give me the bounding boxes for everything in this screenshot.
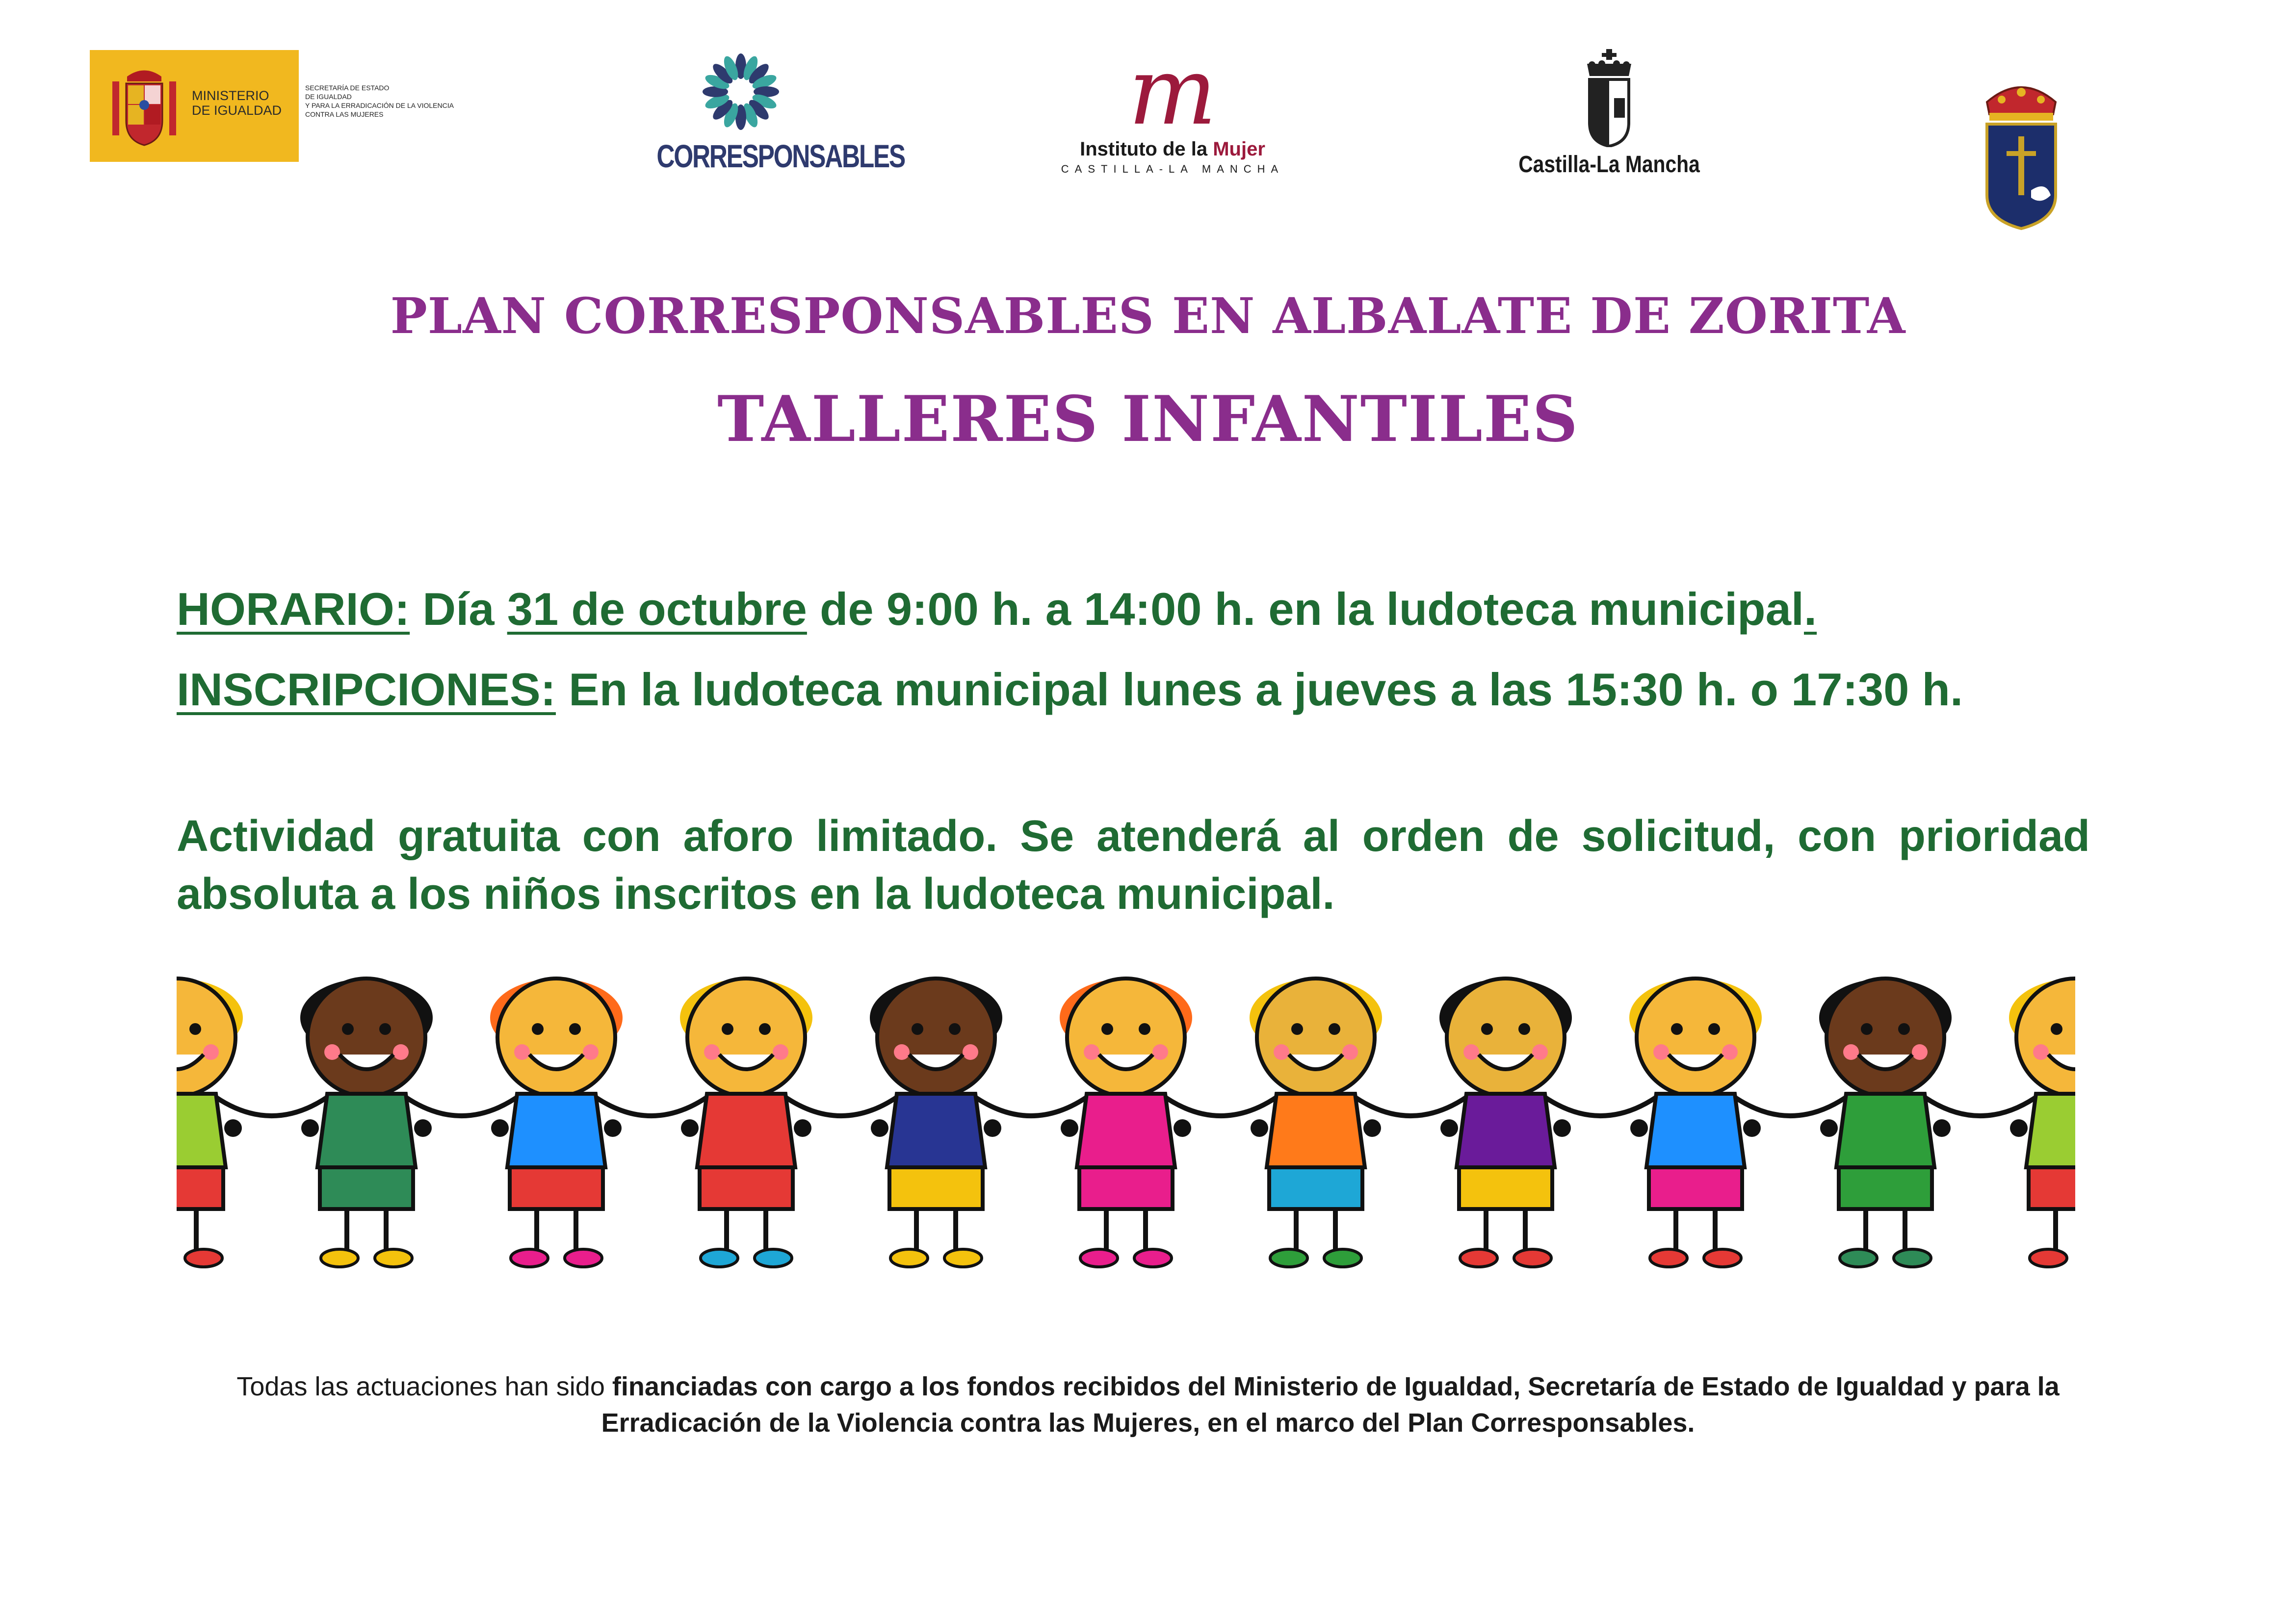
child-shoe <box>1460 1249 1497 1267</box>
child-pants <box>1269 1167 1362 1209</box>
spain-coat-of-arms-icon <box>107 62 181 150</box>
arm-link <box>591 1094 712 1116</box>
child-cheek <box>324 1044 340 1060</box>
child-hand <box>871 1119 888 1137</box>
child-shoe <box>701 1249 738 1267</box>
child-hand <box>1933 1119 1951 1137</box>
inscripciones-label: INSCRIPCIONES: <box>177 664 556 715</box>
child-cheek <box>704 1044 720 1060</box>
child-cheek <box>1532 1044 1548 1060</box>
child-eye <box>722 1023 733 1035</box>
corresponsables-logo <box>633 50 905 178</box>
horario-date: 31 de octubre <box>507 583 807 635</box>
child-pants <box>1839 1167 1932 1209</box>
child-eye <box>1139 1023 1150 1035</box>
child-head <box>497 978 615 1096</box>
child-eye <box>1708 1023 1720 1035</box>
clm-word: Castilla-La Mancha <box>1518 152 1700 178</box>
child-shirt <box>1267 1094 1365 1167</box>
child-cheek <box>2033 1044 2049 1060</box>
child-eye <box>1291 1023 1303 1035</box>
child-hand <box>984 1119 1001 1137</box>
child-shoe <box>1840 1249 1877 1267</box>
child-hand <box>2010 1119 2028 1137</box>
arm-link <box>401 1094 522 1116</box>
child-cheek <box>1342 1044 1358 1060</box>
corresponsables-word: CORRESPONSABLES <box>656 138 905 174</box>
child-cheek <box>1653 1044 1669 1060</box>
secretaria-line-3: Y PARA LA ERRADICACIÓN DE LA VIOLENCIA <box>305 102 454 109</box>
secretaria-line-4: CONTRA LAS MUJERES <box>305 110 384 118</box>
child-cheek <box>1274 1044 1289 1060</box>
child-shoe <box>890 1249 928 1267</box>
child-head <box>1257 978 1375 1096</box>
child-shoe <box>1270 1249 1307 1267</box>
child-hand <box>604 1119 622 1137</box>
arm-link <box>781 1094 902 1116</box>
castilla-la-mancha-logo <box>1501 49 1717 186</box>
child-cheek <box>1152 1044 1168 1060</box>
child-hand <box>794 1119 811 1137</box>
secretaria-estado-text <box>305 83 487 119</box>
child-shoe <box>511 1249 548 1267</box>
child-cheek <box>583 1044 599 1060</box>
child-head <box>1826 978 1944 1096</box>
talleres-title: TALLERES INFANTILES <box>717 383 1579 456</box>
child-hand <box>681 1119 699 1137</box>
instituto-name-mujer: Mujer <box>1213 138 1265 160</box>
child-pants <box>1079 1167 1173 1209</box>
corresponsables-flower-icon <box>699 50 783 133</box>
child-head <box>308 978 425 1096</box>
castle-crown-icon <box>1580 49 1639 147</box>
child-eye <box>532 1023 544 1035</box>
child-shoe <box>944 1249 982 1267</box>
child-hand <box>301 1119 319 1137</box>
child-cheek <box>773 1044 788 1060</box>
child-shirt <box>1836 1094 1934 1167</box>
child-shoe <box>1514 1249 1551 1267</box>
child-shoe <box>755 1249 792 1267</box>
child-hand <box>1251 1119 1268 1137</box>
child-hand <box>491 1119 509 1137</box>
footer-bold: financiadas con cargo a los fondos recibidos del Ministerio de Igualdad, Secretaría de Estado de Igualdad y para la Erradicación de la Violencia contra las Mujeres, en el marco del Plan Corresponsables. <box>601 1372 2060 1438</box>
horario-text-1: Día <box>410 583 507 635</box>
child-shirt <box>887 1094 985 1167</box>
child-eye <box>949 1023 961 1035</box>
child-pants <box>889 1167 983 1209</box>
child-shoe <box>1134 1249 1172 1267</box>
child-shoe <box>1650 1249 1687 1267</box>
child-cheek <box>393 1044 409 1060</box>
arm-link <box>1920 1094 2041 1116</box>
child-eye <box>342 1023 354 1035</box>
child-shirt <box>177 1094 226 1167</box>
child-shoe <box>2030 1249 2067 1267</box>
child-cheek <box>894 1044 910 1060</box>
child-hand <box>1743 1119 1761 1137</box>
instituto-m-mark: m <box>1128 37 1217 146</box>
child-hand <box>1820 1119 1838 1137</box>
child-eye <box>912 1023 923 1035</box>
arm-link <box>211 1094 332 1116</box>
child-head <box>687 978 805 1096</box>
child-shirt <box>2026 1094 2075 1167</box>
child-eye <box>189 1023 201 1035</box>
arm-link <box>1160 1094 1281 1116</box>
child-hand <box>414 1119 432 1137</box>
arm-link <box>970 1094 1092 1116</box>
albalate-coat-of-arms-icon <box>1972 73 2070 234</box>
child-head <box>1637 978 1754 1096</box>
child-eye <box>379 1023 391 1035</box>
instituto-sub: CASTILLA-LA MANCHA <box>1061 163 1284 175</box>
child-hand <box>224 1119 242 1137</box>
child-cheek <box>963 1044 978 1060</box>
child-eye <box>1101 1023 1113 1035</box>
child-eye <box>1861 1023 1873 1035</box>
child-shoe <box>375 1249 412 1267</box>
arm-link <box>1540 1094 1661 1116</box>
child-shirt <box>507 1094 605 1167</box>
child-shirt <box>697 1094 795 1167</box>
child-eye <box>1898 1023 1910 1035</box>
child-pants <box>2029 1167 2075 1209</box>
instituto-mujer-logo <box>1045 37 1300 178</box>
child-shoe <box>565 1249 602 1267</box>
ministerio-line2: DE IGUALDAD <box>192 103 282 118</box>
secretaria-line-1: SECRETARÍA DE ESTADO <box>305 84 390 92</box>
child-hand <box>1061 1119 1078 1137</box>
child-pants <box>1459 1167 1552 1209</box>
instituto-name <box>1045 138 1300 160</box>
child-head <box>877 978 995 1096</box>
child-pants <box>1649 1167 1742 1209</box>
child-cheek <box>203 1044 219 1060</box>
child-eye <box>569 1023 581 1035</box>
footer-normal: Todas las actuaciones han sido <box>236 1372 612 1401</box>
child-cheek <box>1912 1044 1928 1060</box>
child-shoe <box>1080 1249 1118 1267</box>
footer-funding-note <box>177 1368 2119 1441</box>
child-pants <box>177 1167 223 1209</box>
child-hand <box>1174 1119 1191 1137</box>
child-head <box>1067 978 1185 1096</box>
inscripciones-text: En la ludoteca municipal lunes a jueves a las 15:30 h. o 17:30 h. <box>555 664 1963 715</box>
child-cheek <box>1722 1044 1738 1060</box>
child-hand <box>1630 1119 1648 1137</box>
child-eye <box>1518 1023 1530 1035</box>
child-eye <box>2051 1023 2062 1035</box>
child-cheek <box>1843 1044 1859 1060</box>
child-shirt <box>317 1094 416 1167</box>
child-shoe <box>1324 1249 1361 1267</box>
child-pants <box>700 1167 793 1209</box>
instituto-name-prefix: Instituto de la <box>1080 138 1213 160</box>
child-eye <box>1329 1023 1340 1035</box>
plan-title: PLAN CORRESPONSABLES EN ALBALATE DE ZORITA <box>390 287 1906 345</box>
child-shirt <box>1457 1094 1555 1167</box>
ministerio-igualdad-logo <box>90 50 299 162</box>
child-cheek <box>514 1044 530 1060</box>
child-hand <box>1553 1119 1571 1137</box>
inscripciones-line <box>177 663 2188 716</box>
horario-label: HORARIO: <box>177 583 410 635</box>
children-holding-hands-icon <box>177 971 2075 1270</box>
child-cheek <box>1463 1044 1479 1060</box>
child-hand <box>1440 1119 1458 1137</box>
horario-line <box>177 583 2188 636</box>
arm-link <box>1730 1094 1851 1116</box>
child-shirt <box>1646 1094 1745 1167</box>
child-pants <box>510 1167 603 1209</box>
child-shirt <box>1077 1094 1175 1167</box>
child-eye <box>1671 1023 1683 1035</box>
child-shoe <box>1894 1249 1931 1267</box>
child-head <box>1447 978 1565 1096</box>
child-eye <box>759 1023 771 1035</box>
ministerio-line1: MINISTERIO <box>192 88 269 103</box>
child-shoe <box>321 1249 358 1267</box>
child-hand <box>1363 1119 1381 1137</box>
secretaria-line-2: DE IGUALDAD <box>305 93 352 101</box>
child-shoe <box>1704 1249 1741 1267</box>
child-shoe <box>185 1249 222 1267</box>
actividad-paragraph: Actividad gratuita con aforo limitado. Se atenderá al orden de solicitud, con prioridad absoluta a los niños inscritos en la ludoteca municipal. <box>177 812 2090 919</box>
arm-link <box>1350 1094 1471 1116</box>
child-cheek <box>1084 1044 1099 1060</box>
horario-text-2: de 9:00 h. a 14:00 h. en la ludoteca municipal <box>807 583 1804 635</box>
child-pants <box>320 1167 413 1209</box>
child-eye <box>1481 1023 1493 1035</box>
horario-end: . <box>1804 583 1817 635</box>
